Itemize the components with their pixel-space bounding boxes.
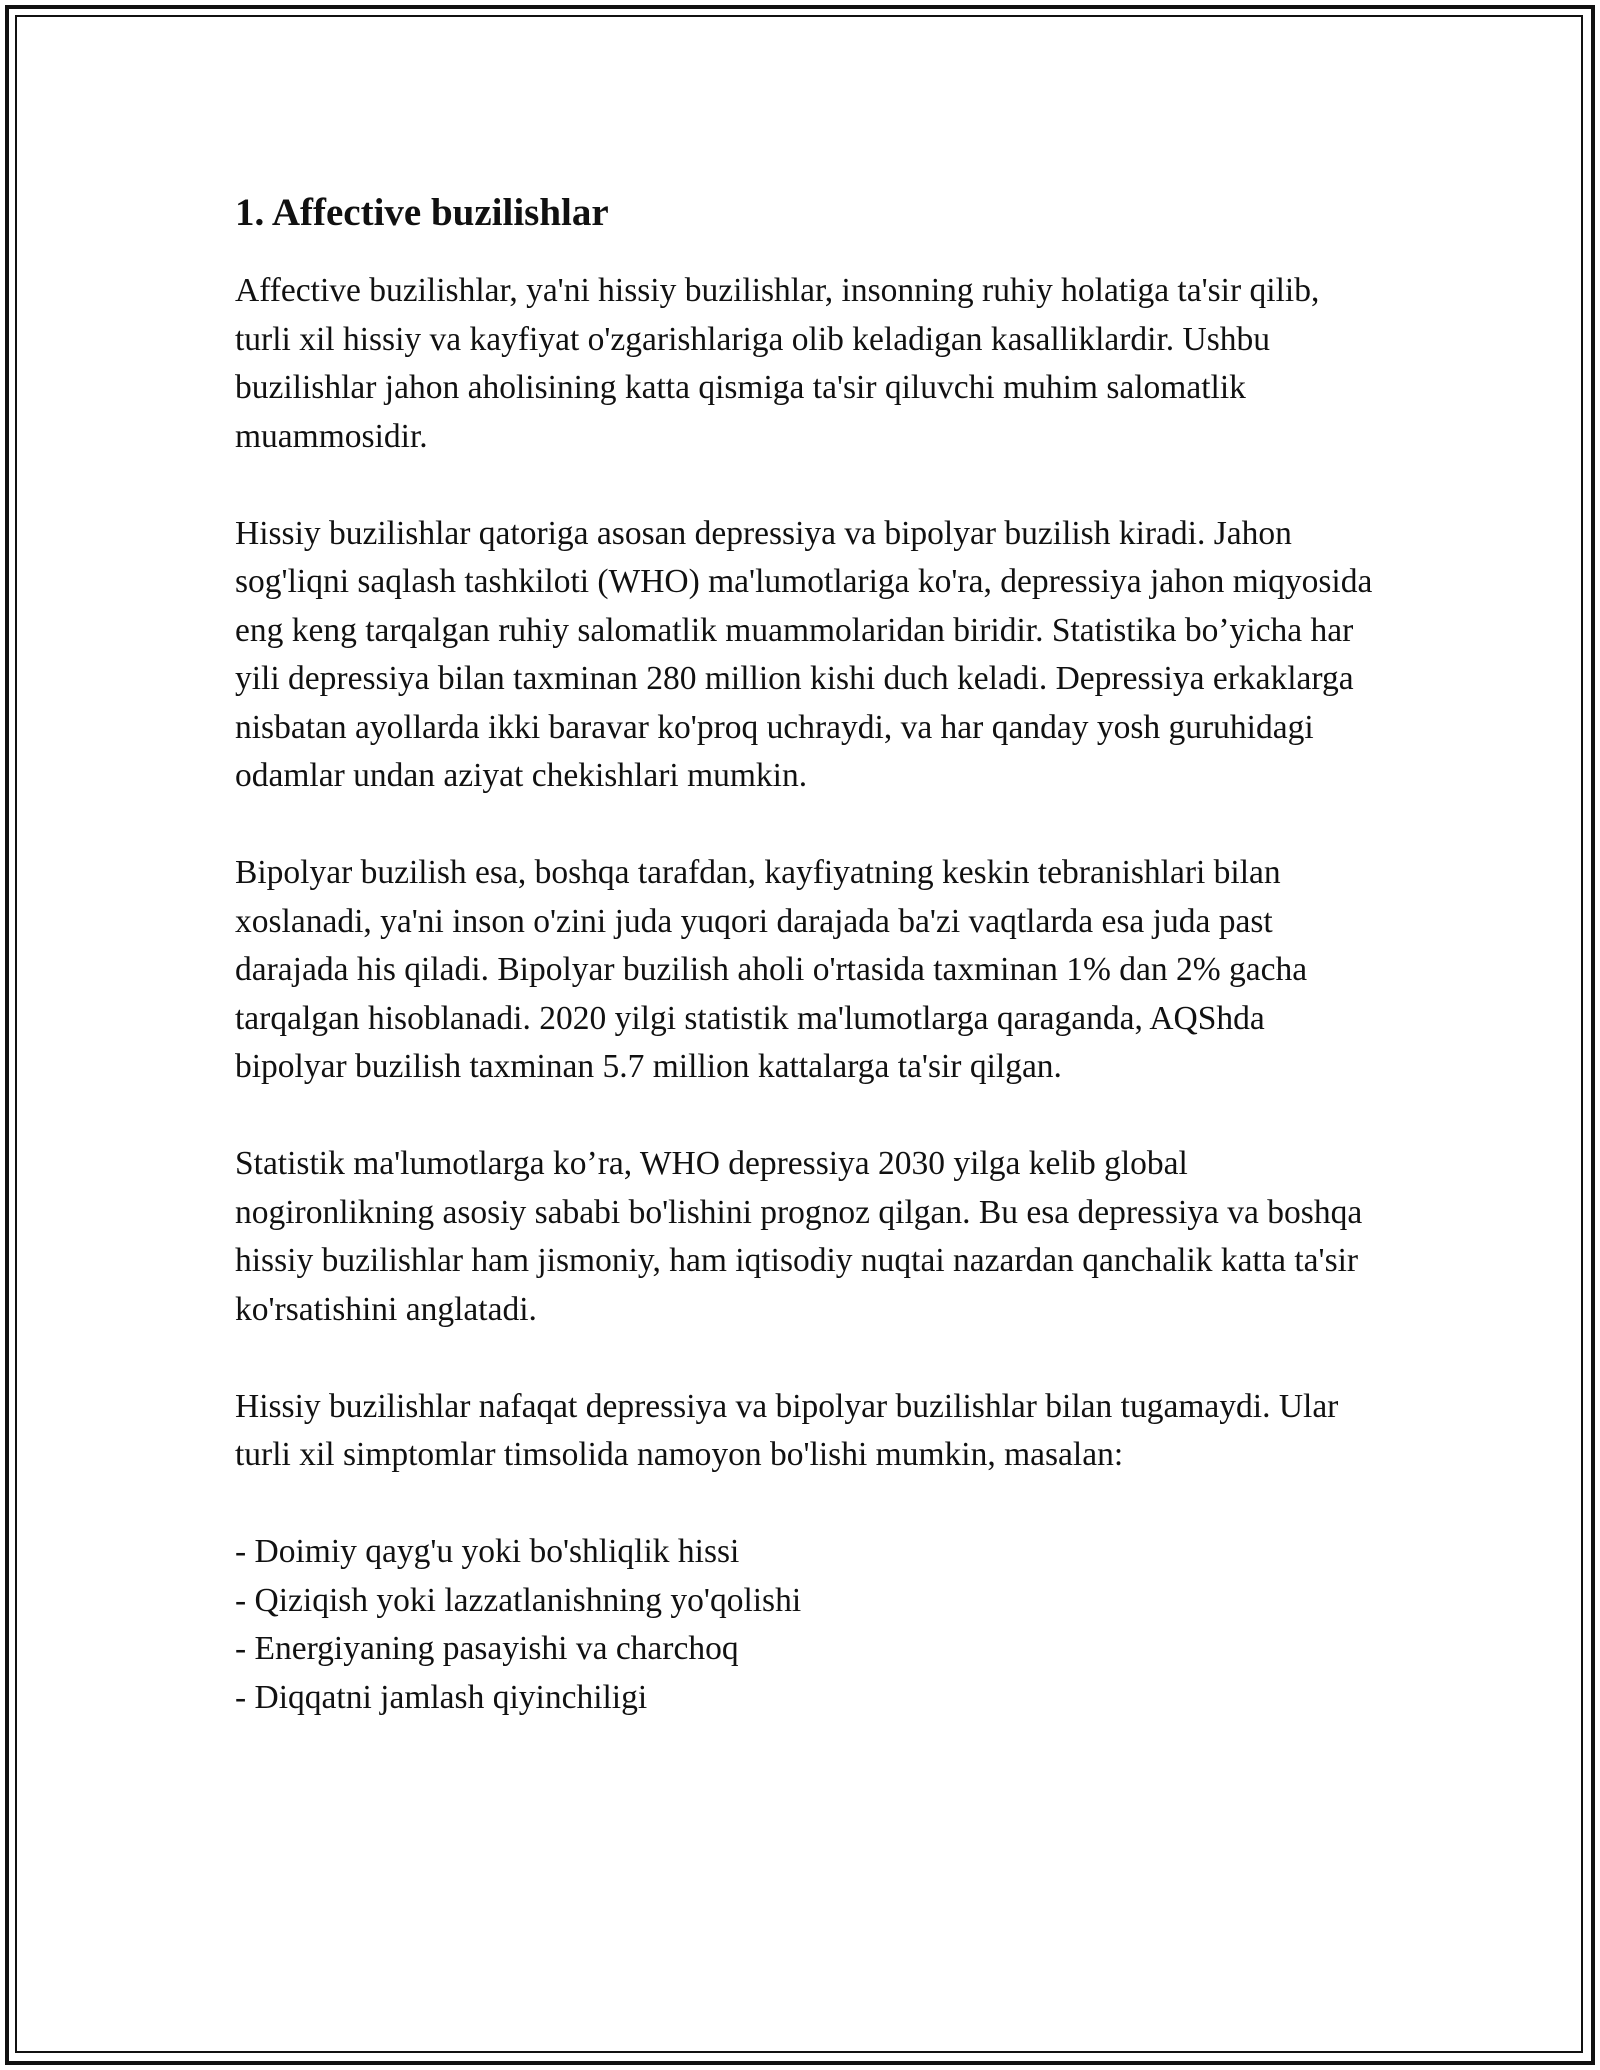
paragraph-who-forecast: Statistik ma'lumotlarga ko’ra, WHO depressiya 2030 yilga kelib global nogironlikning asosiy sababi bo'lishini prognoz qilgan. Bu esa depressiya va boshqa hissiy buzilishlar ham jismoniy, ham iqtisodiy nuqtai nazardan qanchalik katta ta'sir ko'rsatishini anglatadi. <box>235 1145 1363 1328</box>
list-item: - Qiziqish yoki lazzatlanishning yo'qolishi <box>235 1577 1375 1626</box>
paragraph-depression: Hissiy buzilishlar qatoriga asosan depressiya va bipolyar buzilish kiradi. Jahon sog'liqni saqlash tashkiloti (WHO) ma'lumotlariga ko'ra, depressiya jahon miqyosida eng keng tarqalgan ruhiy salomatlik muammolaridan biridir. Statistika bo’yicha har yili depressiya bilan taxminan 280 million kishi duch keladi. Depressiya erkaklarga nisbatan ayollarda ikki baravar ko'proq uchraydi, va har qanday yosh guruhidagi odamlar undan aziyat chekishlari mumkin. <box>235 514 1373 794</box>
list-item: - Energiyaning pasayishi va charchoq <box>235 1625 1375 1674</box>
section-heading: 1. Affective buzilishlar <box>235 191 609 234</box>
symptom-list <box>235 1528 1375 1722</box>
paragraph-symptoms-intro: Hissiy buzilishlar nafaqat depressiya va bipolyar buzilishlar bilan tugamaydi. Ular turli xil simptomlar timsolida namoyon bo'lishi mumkin, masalan: <box>235 1387 1339 1473</box>
paragraph-bipolar: Bipolyar buzilish esa, boshqa tarafdan, kayfiyatning keskin tebranishlari bilan xoslanadi, ya'ni inson o'zini juda yuqori darajada ba'zi vaqtlarda esa juda past darajada his qiladi. Bipolyar buzilish aholi o'rtasida taxminan 1% dan 2% gacha tarqalgan hisoblanadi. 2020 yilgi statistik ma'lumotlarga qaraganda, AQShda bipolyar buzilish taxminan 5.7 million kattalarga ta'sir qilgan. <box>235 854 1308 1085</box>
list-item: - Doimiy qayg'u yoki bo'shliqlik hissi <box>235 1528 1375 1577</box>
list-item: - Diqqatni jamlash qiyinchiligi <box>235 1674 1375 1723</box>
paragraph-intro: Affective buzilishlar, ya'ni hissiy buzilishlar, insonning ruhiy holatiga ta'sir qilib, turli xil hissiy va kayfiyat o'zgarishlariga olib keladigan kasalliklardir. Ushbu buzilishlar jahon aholisining katta qismiga ta'sir qiluvchi muhim salomatlik muammosidir. <box>235 272 1320 455</box>
document-body <box>235 187 1375 1722</box>
